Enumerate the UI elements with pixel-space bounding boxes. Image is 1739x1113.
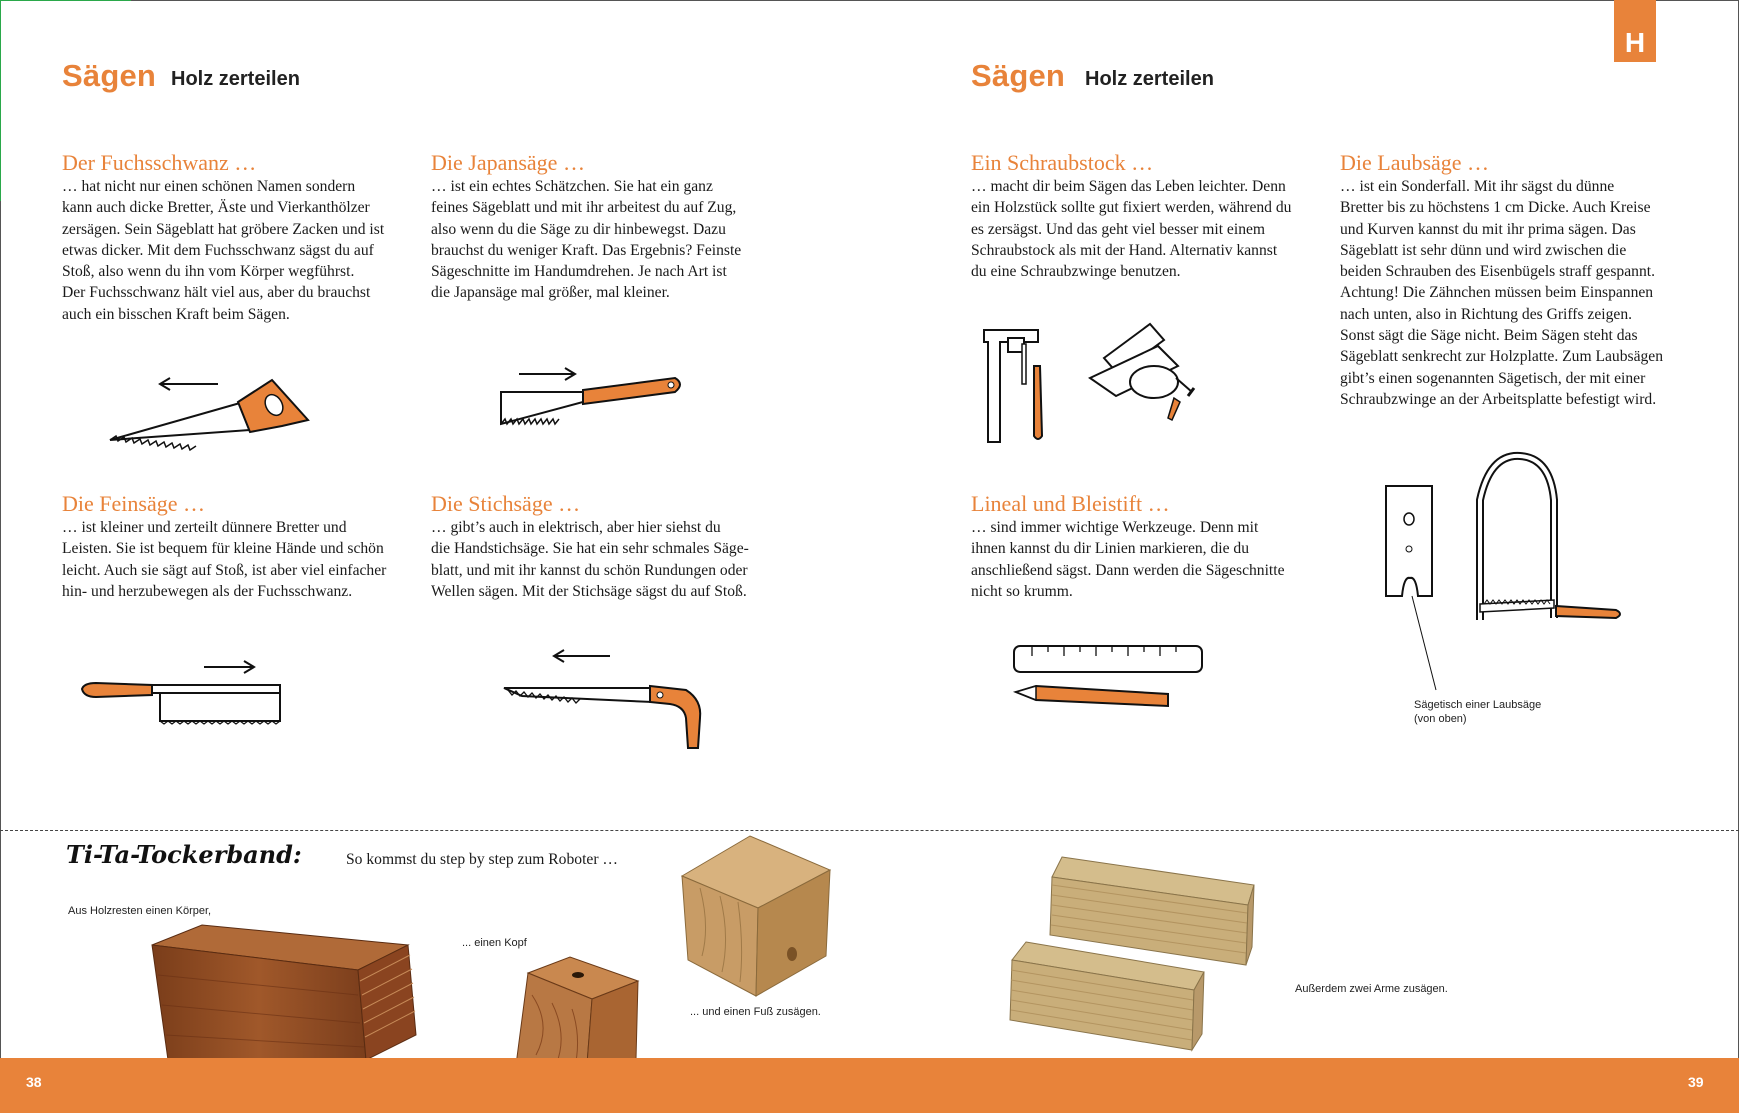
right-page-number: 39 <box>1688 1074 1704 1090</box>
text-line: Achtung! Die Zähnchen müssen beim Einspannen <box>1340 284 1654 302</box>
caption-line: (von oben) <box>1414 713 1467 725</box>
section-body <box>971 176 1321 282</box>
ti-ta-tockerband-title: Ti-Ta-Tockerband: <box>66 840 302 869</box>
text-line: Bretter bis zu höchstens 1 cm Dicke. Auch Kreise <box>1340 199 1651 217</box>
text-line: Sägeblatt ist sehr dünn und wird zwischen die <box>1340 241 1627 259</box>
section-heading: Ein Schraubstock … <box>971 150 1154 175</box>
text-line: die Japansäge mal größer, mal kleiner. <box>431 284 670 302</box>
section-body <box>1340 176 1700 410</box>
caption-foot: ... und einen Fuß zusägen. <box>690 1006 821 1018</box>
wood-block-arm-2-photo <box>1008 940 1208 1052</box>
right-page-title: Sägen <box>971 58 1066 93</box>
text-line: Sägeblatt senkrecht zur Holzplatte. Zum Laubsägen <box>1340 348 1664 366</box>
section-laubsaege <box>1340 150 1700 410</box>
text-line: hin- und herzubewegen als der Fuchsschwanz. <box>62 582 353 600</box>
text-line: feines Sägeblatt und mit ihr arbeitest du auf Zug, <box>431 199 737 217</box>
section-heading: Die Japansäge … <box>431 150 585 175</box>
section-body <box>431 176 791 304</box>
caption-line: Sägetisch einer Laubsäge <box>1414 699 1542 711</box>
section-fuchsschwanz <box>62 150 412 325</box>
japansaege-illustration <box>495 362 695 432</box>
chapter-tab: H <box>1614 0 1656 62</box>
text-line: gibt’s einen sogenannten Sägetisch, der mit einer <box>1340 369 1646 387</box>
text-line: … sind immer wichtige Werkzeuge. Denn mit <box>971 519 1259 536</box>
text-line: … macht dir beim Sägen das Leben leichter. Denn <box>971 178 1286 195</box>
text-line: nach unten, also in Richtung des Griffs zeigen. <box>1340 305 1633 323</box>
text-line: Leisten. Sie ist bequem für kleine Hände und schön <box>62 540 384 558</box>
text-line: Schraubzwinge an der Arbeitsplatte befestigt wird. <box>1340 390 1657 408</box>
text-line: zersägen. Sein Sägeblatt hat gröbere Zacken und ist <box>62 220 385 238</box>
section-feinsaege <box>62 491 422 602</box>
ruler-pencil-illustration <box>1012 642 1212 712</box>
text-line: brauchst du weniger Kraft. Das Ergebnis? Feinste <box>431 241 742 259</box>
section-japansaege <box>431 150 791 304</box>
text-line: und Kurven kannst du mit ihr prima sägen. Das <box>1340 220 1636 238</box>
caption-head: ... einen Kopf <box>462 937 527 949</box>
laubsaege-illustration <box>1380 450 1640 650</box>
text-line: … hat nicht nur einen schönen Namen sondern <box>62 178 356 195</box>
text-line: kann auch dicke Bretter, Äste und Vierkanthölzer <box>62 199 370 217</box>
roboter-intro: So kommst du step by step zum Roboter … <box>346 851 619 868</box>
text-line: Sägeschnitte im Handumdrehen. Je nach Art ist <box>431 263 727 281</box>
section-body <box>62 517 422 602</box>
section-divider <box>0 830 1739 831</box>
text-line: beiden Schrauben des Eisenbügels straff gespannt. <box>1340 263 1655 281</box>
section-schraubstock <box>971 150 1321 282</box>
section-body <box>431 517 791 602</box>
wood-block-foot-photo <box>680 836 830 1001</box>
text-line: also wenn du die Säge zu dir hinbewegst. Dazu <box>431 220 726 238</box>
section-heading: Die Feinsäge … <box>62 491 205 516</box>
text-line: blatt, und mit ihr kannst du schön Rundungen oder <box>431 561 748 579</box>
section-heading: Lineal und Bleistift … <box>971 491 1170 516</box>
text-line: ein Holzstück sollte gut fixiert werden, während du <box>971 199 1292 217</box>
section-heading: Der Fuchsschwanz … <box>62 150 257 175</box>
laubsaege-caption <box>1414 698 1541 726</box>
text-line: anschließend sägst. Dann werden die Sägeschnitte <box>971 561 1285 579</box>
section-lineal-bleistift <box>971 491 1321 602</box>
section-heading: Die Stichsäge … <box>431 491 581 516</box>
text-line: auch ein bisschen Kraft beim Sägen. <box>62 305 290 323</box>
text-line: Schraubstock als mit der Hand. Alternativ kannst <box>971 241 1278 259</box>
text-line: etwas dicker. Mit dem Fuchsschwanz sägst du auf <box>62 241 374 259</box>
left-page-subtitle: Holz zerteilen <box>171 68 300 90</box>
text-line: Sonst sägt die Säge nicht. Beim Sägen steht das <box>1340 327 1638 345</box>
left-page-number: 38 <box>26 1074 42 1090</box>
section-body <box>62 176 412 325</box>
text-line: … ist ein Sonderfall. Mit ihr sägst du dünne <box>1340 178 1615 195</box>
left-page-title: Sägen <box>62 58 157 93</box>
text-line: Wellen sägen. Mit der Stichsäge sägst du auf Stoß. <box>431 582 747 600</box>
caption-body: Aus Holzresten einen Körper, <box>68 905 212 917</box>
text-line: … ist kleiner und zerteilt dünnere Bretter und <box>62 519 347 536</box>
text-line: nicht so krumm. <box>971 582 1073 600</box>
text-line: es zersägst. Und das geht viel besser mit einem <box>971 220 1266 238</box>
caption-arms: Außerdem zwei Arme zusägen. <box>1295 983 1448 995</box>
text-line: leicht. Auch sie sägt auf Stoß, ist aber viel einfacher <box>62 561 387 579</box>
feinsaege-illustration <box>80 655 310 730</box>
stichsaege-illustration <box>502 640 712 755</box>
text-line: Der Fuchsschwanz hält viel aus, aber du brauchst <box>62 284 371 302</box>
right-page-subtitle: Holz zerteilen <box>1085 68 1214 90</box>
text-line: … ist ein echtes Schätzchen. Sie hat ein ganz <box>431 178 713 195</box>
wood-block-body-photo <box>148 925 428 1060</box>
section-heading: Die Laubsäge … <box>1340 150 1490 175</box>
fuchsschwanz-saw-illustration <box>100 370 320 450</box>
text-line: ihnen kannst du dir Linien markieren, die du <box>971 540 1250 558</box>
schraubzwinge-schraubstock-illustration <box>978 318 1238 448</box>
text-line: die Handstichsäge. Sie hat ein sehr schmales Säge- <box>431 540 749 558</box>
section-body <box>971 517 1321 602</box>
text-line: … gibt’s auch in elektrisch, aber hier siehst du <box>431 519 721 536</box>
footer-band <box>0 1058 1739 1113</box>
section-stichsaege <box>431 491 791 602</box>
text-line: du eine Schraubzwinge benutzen. <box>971 263 1181 281</box>
text-line: Stoß, also wenn du ihn vom Körper wegführst. <box>62 263 355 281</box>
